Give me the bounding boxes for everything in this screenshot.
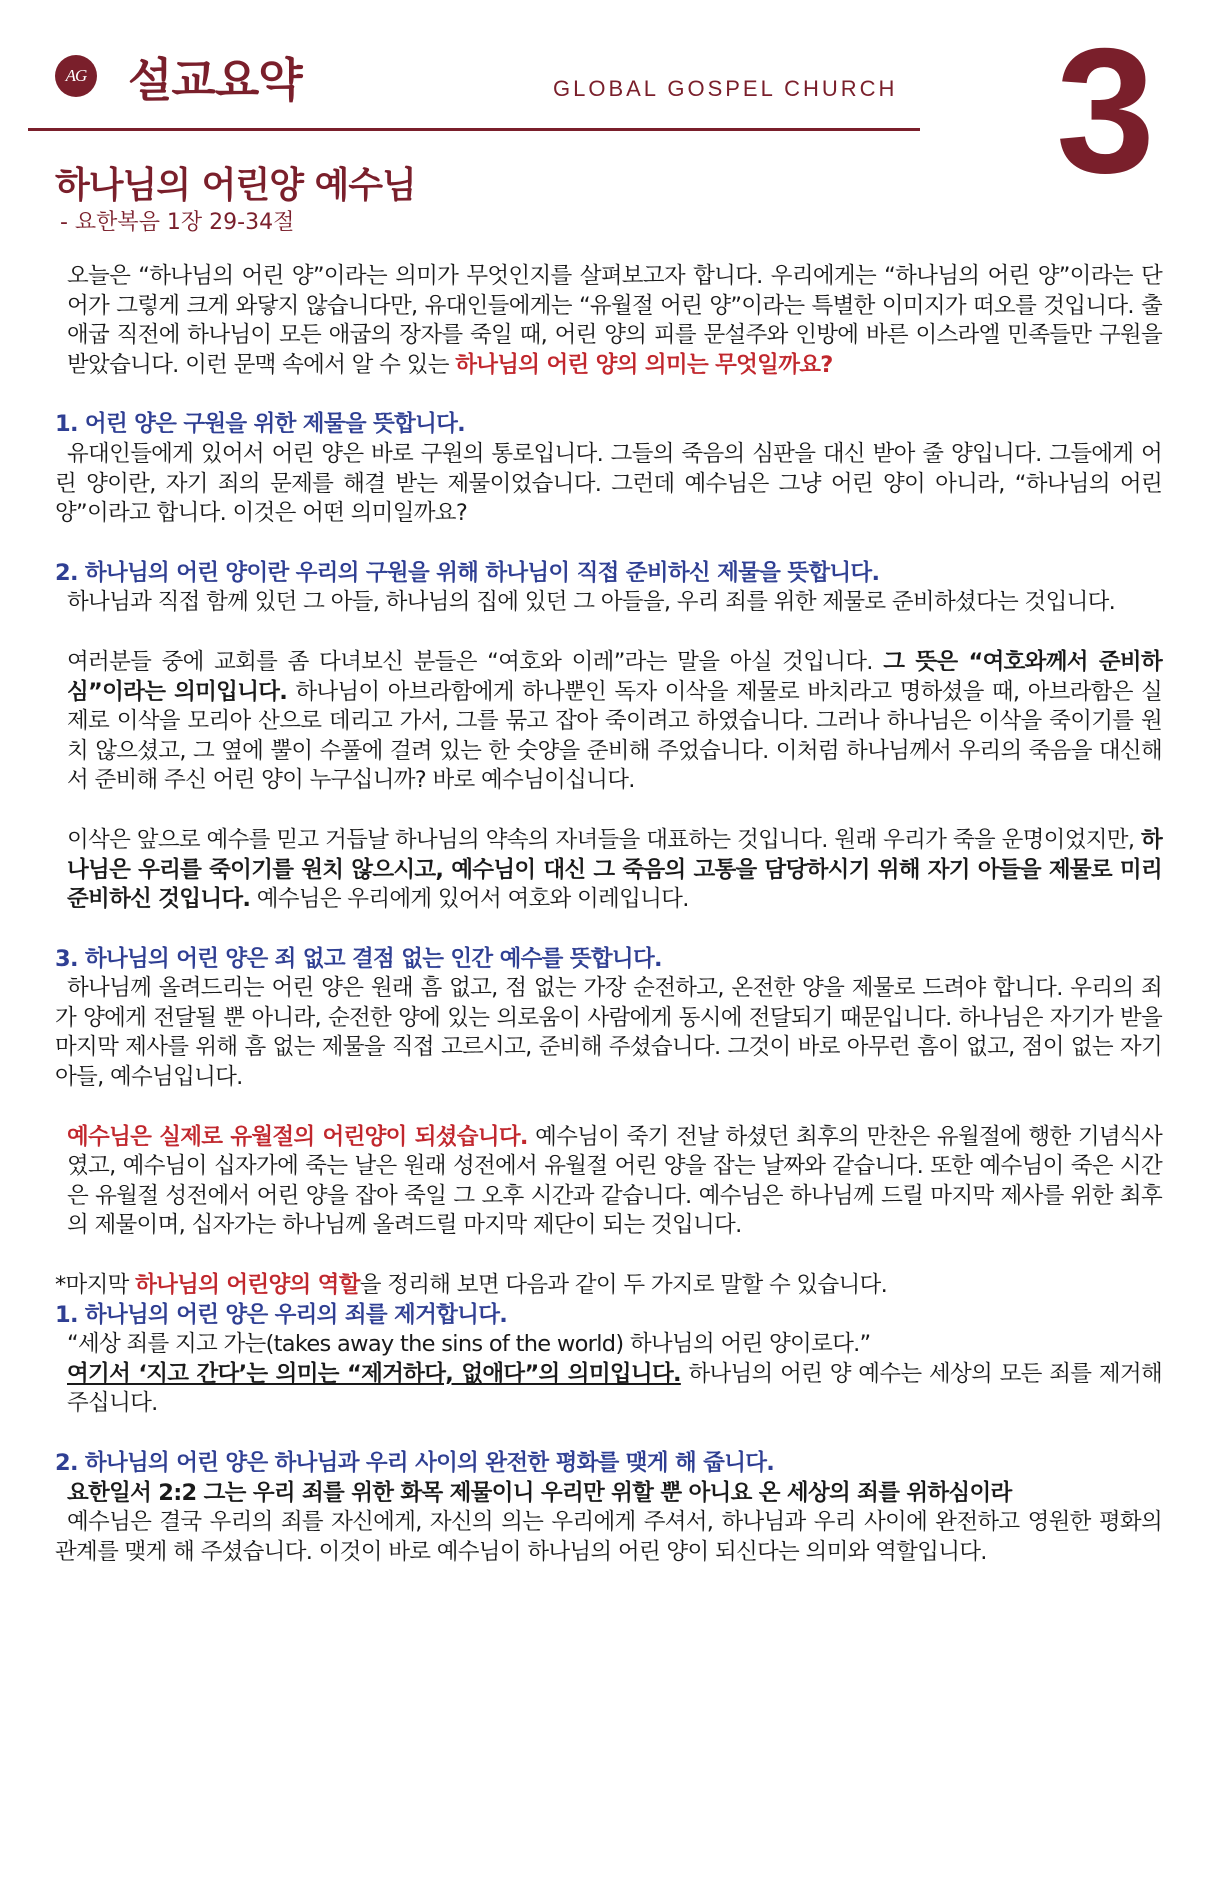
header-divider bbox=[28, 128, 920, 131]
scripture-reference: - 요한복음 1장 29-34절 bbox=[60, 210, 295, 235]
church-name: GLOBAL GOSPEL CHURCH bbox=[553, 76, 898, 101]
summary-item-2 bbox=[55, 1449, 1162, 1567]
passover-paragraph: 예수님은 실제로 유월절의 어린양이 되셨습니다. 예수님이 죽기 전날 하셨던 최후의 만찬은 유월절에 행한 기념식사였고, 예수님이 십자가에 죽는 날은 원래 성전에서 유월절 어린 양을 잡는 날짜와 같습니다. 또한 예수님이 죽은 시간은 유월절 성전에서 어린 양을 잡아 죽일 그 오후 시간과 같습니다. 예수님은 하나님께 드릴 마지막 제사를 위한 최후의 제물이며, 십자가는 하나님께 올려드릴 마지막 제단이 되는 것입니다. bbox=[67, 1123, 1162, 1239]
section-title: 설교요약 bbox=[128, 53, 302, 107]
summary-item-1-bold: 여기서 ‘지고 간다’는 의미는 “제거하다, 없애다”의 의미입니다. bbox=[67, 1360, 681, 1387]
point-3 bbox=[55, 945, 1162, 1093]
sermon-title: 하나님의 어린양 예수님 bbox=[55, 165, 416, 206]
isaac-bold: 하나님은 우리를 죽이기를 원치 않으시고, 예수님이 대신 그 죽음의 고통을 담당하시기 위해 자기 아들을 제물로 미리 준비하신 것입니다. bbox=[67, 826, 1162, 913]
church-logo: AG bbox=[55, 55, 97, 97]
intro-highlight: 하나님의 어린 양의 의미는 무엇일까요? bbox=[455, 351, 833, 378]
summary-intro: *마지막 하나님의 어린양의 역할을 정리해 보면 다음과 같이 두 가지로 말할 수 있습니다. bbox=[55, 1272, 888, 1299]
point-2-text: 하나님과 직접 함께 있던 그 아들, 하나님의 집에 있던 그 아들을, 우리 죄를 위한 제물로 준비하셨다는 것입니다. bbox=[67, 589, 1116, 616]
summary-item-1-quote: “세상 죄를 지고 가는(takes away the sins of the world) 하나님의 어린 양이로다.” bbox=[67, 1331, 871, 1358]
point-2 bbox=[55, 559, 1162, 618]
summary-section bbox=[55, 1271, 1162, 1419]
intro-paragraph: 오늘은 “하나님의 어린 양”이라는 의미가 무엇인지를 살펴보고자 합니다. 우리에게는 “하나님의 어린 양”이라는 단어가 그렇게 크게 와닿지 않습니다만, 유대인들에게는 “유월절 어린 양”이라는 특별한 이미지가 떠오를 것입니다. 출애굽 직전에 하나님이 모든 애굽의 장자를 죽일 때, 어린 양의 피를 문설주와 인방에 바른 이스라엘 민족들만 구원을 받았습니다. 이런 문맥 속에서 알 수 있는 하나님의 어린 양의 의미는 무엇일까요? bbox=[67, 263, 1162, 378]
passover-highlight: 예수님은 실제로 유월절의 어린양이 되셨습니다. bbox=[67, 1123, 528, 1150]
point-1 bbox=[55, 410, 1162, 528]
summary-item-2-heading: 2. 하나님의 어린 양은 하나님과 우리 사이의 완전한 평화를 맺게 해 줍니다. bbox=[55, 1450, 775, 1476]
summary-item-1-heading: 1. 하나님의 어린 양은 우리의 죄를 제거합니다. bbox=[55, 1301, 508, 1328]
point-3-heading: 3. 하나님의 어린 양은 죄 없고 결점 없는 인간 예수를 뜻합니다. bbox=[55, 945, 662, 972]
jehovah-jireh-paragraph: 여러분들 중에 교회를 좀 다녀보신 분들은 “여호와 이레”라는 말을 아실 것입니다. 그 뜻은 “여호와께서 준비하심”이라는 의미입니다. 하나님이 아브라함에게 하나뿐인 독자 이삭을 제물로 바치라고 명하셨을 때, 아브라함은 실제로 이삭을 모리아 산으로 데리고 가서, 그를 묶고 잡아 죽이려고 하였습니다. 그러나 하나님은 이삭을 죽이기를 원치 않으셨고, 그 옆에 뿔이 수풀에 걸려 있는 한 숫양을 준비해 주었습니다. 이처럼 하나님께서 우리의 죽음을 대신해서 준비해 주신 어린 양이 누구십니까? 바로 예수님이십니다. bbox=[67, 648, 1163, 794]
point-1-text: 유대인들에게 있어서 어린 양은 바로 구원의 통로입니다. 그들의 죽음의 심판을 대신 받아 줄 양입니다. 그들에게 어린 양이란, 자기 죄의 문제를 해결 받는 제물이었습니다. 그런데 예수님은 그냥 어린 양이 아니라, “하나님의 어린 양”이라고 합니다. 이것은 어떤 의미일까요? bbox=[55, 440, 1162, 527]
summary-item-2-verse: 요한일서 2:2 그는 우리 죄를 위한 화목 제물이니 우리만 위할 뿐 아니요 온 세상의 죄를 위하심이라 bbox=[67, 1479, 1012, 1506]
isaac-paragraph: 이삭은 앞으로 예수를 믿고 거듭날 하나님의 약속의 자녀들을 대표하는 것입니다. 원래 우리가 죽을 운명이었지만, 하나님은 우리를 죽이기를 원치 않으시고, 예수님이 대신 그 죽음의 고통을 담당하시기 위해 자기 아들을 제물로 미리 준비하신 것입니다. 예수님은 우리에게 있어서 여호와 이레입니다. bbox=[67, 826, 1162, 913]
sermon-body bbox=[55, 262, 1162, 1567]
point-3-text: 하나님께 올려드리는 어린 양은 원래 흠 없고, 점 없는 가장 순전하고, 온전한 양을 제물로 드려야 합니다. 우리의 죄가 양에게 전달될 뿐 아니라, 순전한 양에 있는 의로움이 사람에게 동시에 전달되기 때문입니다. 하나님은 자기가 받을 마지막 제사를 위해 흠 없는 제물을 직접 고르시고, 준비해 주셨습니다. 그것이 바로 아무런 흠이 없고, 점이 없는 자기 아들, 예수님입니다. bbox=[55, 975, 1162, 1091]
jehovah-jireh-bold: 그 뜻은 “여호와께서 준비하심”이라는 의미입니다. bbox=[67, 648, 1163, 705]
page-number: 3 bbox=[1056, 11, 1155, 210]
summary-item-1-text: 여기서 ‘지고 간다’는 의미는 “제거하다, 없애다”의 의미입니다. 하나님의 어린 양 예수는 세상의 모든 죄를 제거해 주십니다. bbox=[67, 1360, 1162, 1417]
point-1-heading: 1. 어린 양은 구원을 위한 제물을 뜻합니다. bbox=[55, 411, 466, 438]
page-header bbox=[0, 0, 1217, 235]
summary-highlight: 하나님의 어린양의 역할 bbox=[135, 1272, 360, 1299]
point-2-heading: 2. 하나님의 어린 양이란 우리의 구원을 위해 하나님이 직접 준비하신 제물을 뜻합니다. bbox=[55, 559, 880, 586]
summary-item-2-text: 예수님은 결국 우리의 죄를 자신에게, 자신의 의는 우리에게 주셔서, 하나님과 우리 사이에 완전하고 영원한 평화의 관계를 맺게 해 주셨습니다. 이것이 바로 예수님이 하나님의 어린 양이 되신다는 의미와 역할입니다. bbox=[55, 1509, 1162, 1565]
